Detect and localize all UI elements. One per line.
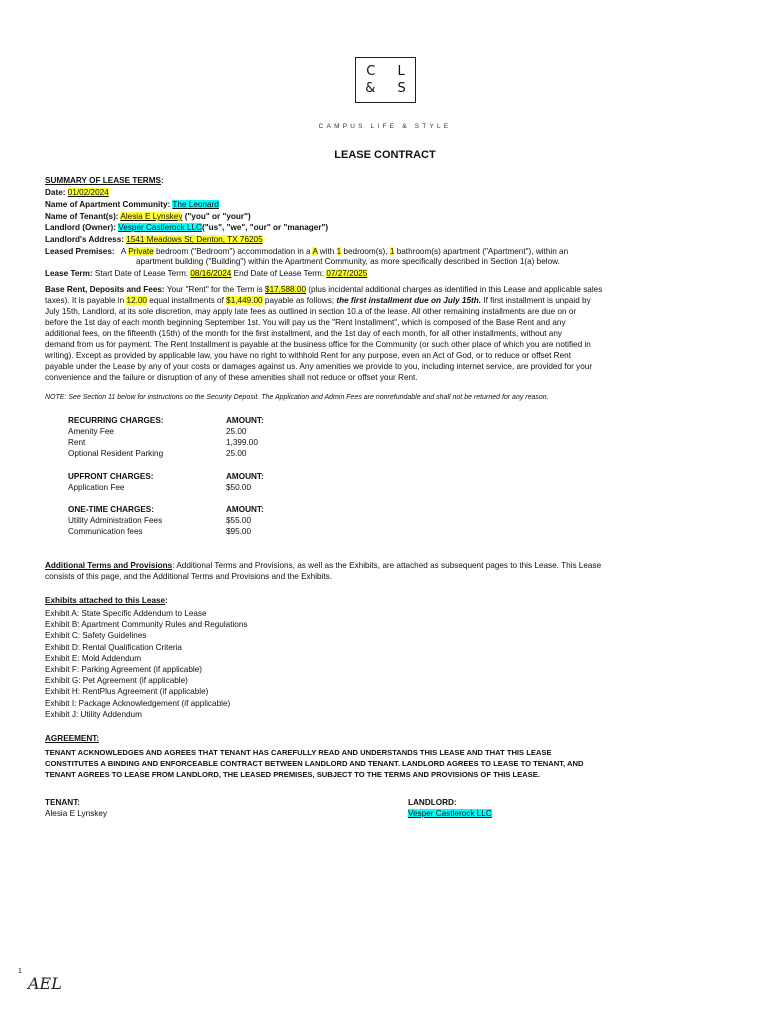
rent-text-1: Your "Rent" for the Term is — [166, 285, 263, 294]
rent-line-5: additional fees, on the fifteenth (15th) of the month for the first installment, and the 1st day of each month, for all other installments, without any — [45, 329, 563, 338]
landlord-signature-label: LANDLORD: — [408, 798, 457, 807]
address-row — [45, 234, 263, 245]
address-value: 1541 Meadows St, Denton, TX 76205 — [126, 235, 263, 244]
rent-text-3: taxes). It is payable in — [45, 296, 125, 305]
exhibit-item: Exhibit C: Safety Guidelines — [45, 631, 147, 640]
premises-text-d: bedroom(s), — [343, 247, 388, 256]
rent-text-2: (plus incidental additional charges as identified in this Lease and applicable sales — [308, 285, 603, 294]
date-value: 01/02/2024 — [67, 188, 109, 197]
logo-line-2: & S — [365, 81, 415, 96]
upfront-amount-heading: AMOUNT: — [226, 472, 264, 481]
landlord-value: Vesper Castlerock LLC — [118, 223, 202, 232]
exhibit-item: Exhibit J: Utility Addendum — [45, 710, 142, 719]
installment-count: 12.00 — [126, 296, 147, 305]
rent-line-4: before the 1st day of each month beginning September 1st. You will pay us the "Rent Installment", which is composed of the Base Rent and any — [45, 318, 566, 327]
exhibits-heading: Exhibits attached to this Lease — [45, 596, 166, 605]
landlord-label: Landlord (Owner): — [45, 223, 116, 232]
exhibit-item: Exhibit H: RentPlus Agreement (if applicable) — [45, 687, 209, 696]
tenants-label: Name of Tenant(s): — [45, 212, 119, 221]
onetime-amount-heading: AMOUNT: — [226, 505, 264, 514]
landlord-signature-name — [408, 808, 492, 819]
premises-text-c: with — [319, 247, 335, 256]
tenants-value: Alesia E Lynskey — [120, 212, 183, 221]
logo-tagline: CAMPUS LIFE & STYLE — [318, 123, 452, 130]
exhibit-item: Exhibit A: State Specific Addendum to Lease — [45, 609, 207, 618]
rent-line-2 — [45, 295, 591, 306]
term-end-label: End Date of Lease Term: — [233, 269, 325, 278]
tenants-suffix: ("you" or "your") — [184, 212, 251, 221]
landlord-row — [45, 222, 328, 233]
tenants-row — [45, 211, 251, 222]
exhibits-heading-row: Exhibits attached to this Lease: — [45, 596, 168, 605]
bathroom-count: 1 — [389, 247, 395, 256]
additional-terms-heading: Additional Terms and Provisions — [45, 561, 173, 570]
term-label: Lease Term: — [45, 269, 93, 278]
community-label: Name of Apartment Community: — [45, 200, 171, 209]
term-start-value: 08/16/2024 — [190, 269, 232, 278]
premises-text-e: bathroom(s) apartment ("Apartment"), within an — [396, 247, 569, 256]
rent-line-3: July 15th, Landlord, at its sole discretion, may apply late fees as outlined in section 10.a of the lease. All other remaining installments are due on or — [45, 307, 577, 316]
summary-heading: SUMMARY OF LEASE TERMS — [45, 176, 161, 185]
premises-unit: A — [312, 247, 318, 256]
exhibit-item: Exhibit B: Apartment Community Rules and Regulations — [45, 620, 248, 629]
additional-terms-line-1 — [45, 560, 601, 571]
logo-line-1: C L — [366, 64, 414, 79]
agreement-line-1: TENANT ACKNOWLEDGES AND AGREES THAT TENANT HAS CAREFULLY READ AND UNDERSTANDS THIS LEASE AND THAT THIS LEASE — [45, 748, 552, 757]
term-row — [45, 268, 367, 279]
charge-name: Amenity Fee — [68, 427, 114, 436]
premises-text-a: A — [120, 247, 126, 256]
company-logo — [355, 57, 416, 103]
bedroom-count: 1 — [336, 247, 342, 256]
charge-amount: $55.00 — [226, 516, 252, 525]
premises-text-b: bedroom ("Bedroom") accommodation in a — [155, 247, 311, 256]
exhibit-item: Exhibit E: Mold Addendum — [45, 654, 142, 663]
agreement-heading: AGREEMENT: — [45, 734, 100, 743]
term-end-value: 07/27/2025 — [326, 269, 368, 278]
charge-name: Rent — [68, 438, 86, 447]
recurring-charges-heading: RECURRING CHARGES: — [68, 416, 164, 425]
landlord-suffix: ("us", "we", "our" or "manager") — [201, 223, 329, 232]
rent-text-4: equal installments of — [149, 296, 224, 305]
premises-label: Leased Premises: — [45, 247, 115, 256]
exhibit-item: Exhibit G: Pet Agreement (if applicable) — [45, 676, 188, 685]
security-deposit-note: NOTE: See Section 11 below for instructions on the Security Deposit. The Application and Admin Fees are nonrefundable and shall not be returned for any reason. — [45, 394, 549, 401]
rent-heading: Base Rent, Deposits and Fees: — [45, 285, 165, 294]
page-number: 1 — [18, 968, 22, 975]
rent-total: $17,588.00 — [265, 285, 306, 294]
agreement-line-2: CONSTITUTES A BINDING AND ENFORCEABLE CONTRACT BETWEEN LANDLORD AND TENANT. LANDLORD AGREES TO LEASE TO TENANT, AND — [45, 759, 584, 768]
exhibit-item: Exhibit I: Package Acknowledgement (if applicable) — [45, 699, 231, 708]
recurring-amount-heading: AMOUNT: — [226, 416, 264, 425]
rent-text-6: If first installment is unpaid by — [483, 296, 591, 305]
exhibit-item: Exhibit D: Rental Qualification Criteria — [45, 643, 182, 652]
date-row — [45, 187, 109, 198]
rent-line-9: convenience and the failure or disruption of any of these amenities shall not reduce or offset your Rent. — [45, 373, 418, 382]
tenant-name: Alesia E Lynskey — [45, 809, 108, 818]
term-start-label: Start Date of Lease Term: — [94, 269, 189, 278]
upfront-charges-heading: UPFRONT CHARGES: — [68, 472, 154, 481]
installment-amount: $1,449.00 — [226, 296, 263, 305]
premises-type: Private — [128, 247, 154, 256]
charge-name: Optional Resident Parking — [68, 449, 164, 458]
charge-name: Utility Administration Fees — [68, 516, 163, 525]
charge-name: Application Fee — [68, 483, 125, 492]
agreement-line-3: TENANT AGREES TO LEASE FROM LANDLORD, THE LEASED PREMISES, SUBJECT TO THE TERMS AND PROVISIONS OF THIS LEASE. — [45, 770, 540, 779]
charge-amount: 25.00 — [226, 449, 247, 458]
tenant-label: TENANT: — [45, 798, 81, 807]
date-label: Date: — [45, 188, 66, 197]
first-installment-due: the first installment due on July 15th. — [336, 296, 482, 305]
onetime-charges-heading: ONE-TIME CHARGES: — [68, 505, 154, 514]
landlord-signature-value: Vesper Castlerock LLC — [408, 809, 492, 818]
rent-text-5: payable as follows; — [264, 296, 335, 305]
charge-amount: $95.00 — [226, 527, 252, 536]
community-row — [45, 199, 219, 210]
additional-terms-text: : Additional Terms and Provisions, as well as the Exhibits, are attached as subsequent pages to this Lease. This Lease — [172, 561, 602, 570]
rent-line-1 — [45, 284, 602, 295]
community-value: The Leonard — [172, 200, 219, 209]
summary-heading-row: SUMMARY OF LEASE TERMS: — [45, 176, 164, 185]
rent-line-8: payable under the Lease by any of your costs or damages against us. Any amenities we provide to you, including internet service, are provided for your — [45, 362, 593, 371]
charge-amount: 1,399.00 — [226, 438, 258, 447]
document-title: LEASE CONTRACT — [334, 149, 436, 161]
charge-amount: 25.00 — [226, 427, 247, 436]
tenant-initials-signature: AEL — [28, 974, 62, 993]
address-label: Landlord's Address: — [45, 235, 124, 244]
charge-amount: $50.00 — [226, 483, 252, 492]
rent-line-7: writing). Except as provided by applicable law, you have no right to withhold Rent for any purpose, even an Act of God, or to reduce or offset Rent — [45, 351, 571, 360]
additional-terms-line-2: consists of this page, and the Additional Terms and Provisions and the Exhibits. — [45, 572, 333, 581]
exhibit-item: Exhibit F: Parking Agreement (if applicable) — [45, 665, 203, 674]
premises-line-2: apartment building ("Building") within the Apartment Community, as more specifically described in Section 1(a) below. — [136, 257, 560, 266]
rent-line-6: demand from us for payment. The Rent Installment is payable at the business office for the Community (or such other place of which you are notified in — [45, 340, 591, 349]
charge-name: Communication fees — [68, 527, 143, 536]
